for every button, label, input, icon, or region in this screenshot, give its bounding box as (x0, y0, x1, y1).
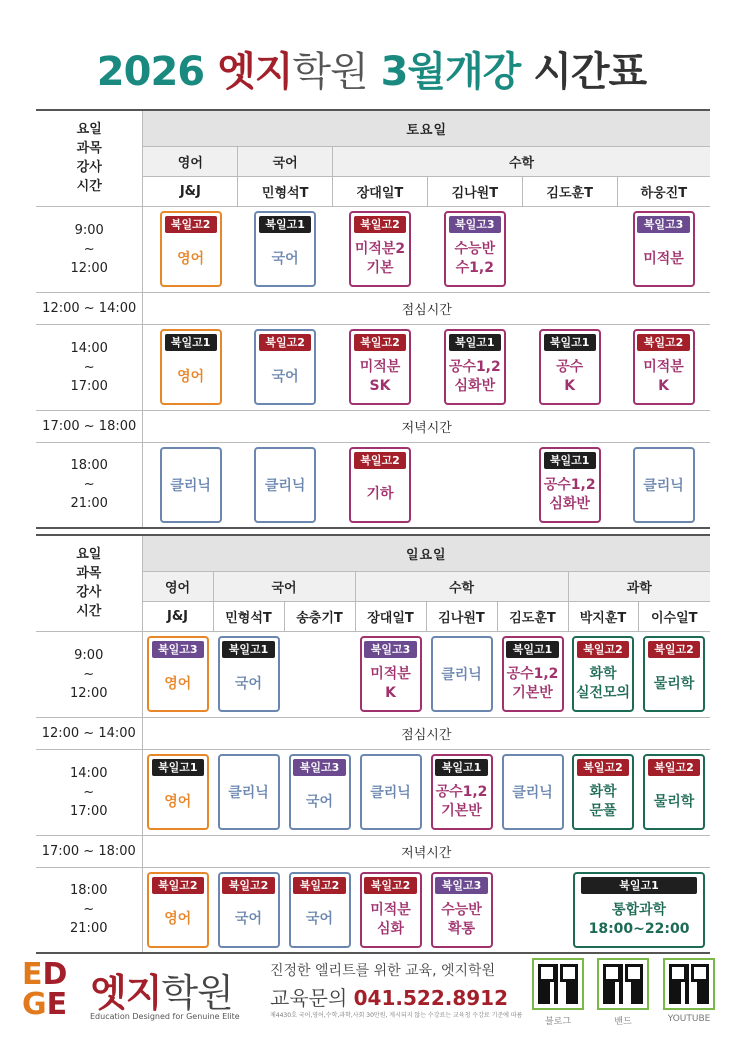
class-card[interactable] (218, 754, 280, 830)
class-card[interactable] (572, 636, 634, 712)
schedule-cell (638, 749, 710, 835)
class-card[interactable] (254, 329, 316, 405)
time-label: ~ (83, 359, 95, 375)
grade-badge: 북일고2 (637, 334, 689, 351)
class-card[interactable] (539, 447, 601, 523)
corner-label: 강사 (76, 585, 102, 601)
subject-header: 수학 (333, 146, 710, 176)
day-title: 일요일 (142, 535, 710, 571)
schedule-cell (213, 867, 284, 953)
class-card[interactable] (431, 636, 493, 712)
grade-badge: 북일고3 (435, 877, 487, 894)
class-name: 공수 K (556, 359, 584, 394)
time-label: ~ (83, 241, 95, 257)
break-row (36, 717, 710, 749)
schedule-cell (638, 631, 710, 717)
class-card[interactable] (360, 872, 422, 948)
break-row (36, 292, 710, 324)
schedule-cell (427, 206, 522, 292)
day-title: 토요일 (143, 110, 710, 146)
teacher-header: 민형석T (213, 601, 284, 631)
time-label: ~ (83, 666, 95, 682)
class-name: 미적분 K (370, 666, 411, 701)
corner-label: 강사 (76, 160, 102, 176)
time-slot (36, 324, 143, 410)
subject-header: 영어 (142, 571, 213, 601)
time-label: ~ (83, 477, 95, 493)
blog-qr-code[interactable] (532, 958, 584, 1010)
class-name: 공수1,2 기본반 (506, 666, 559, 701)
class-row (36, 867, 710, 953)
grade-badge: 북일고3 (293, 759, 345, 776)
youtube-qr-code[interactable] (663, 958, 715, 1010)
class-name: 화학 문풀 (589, 784, 617, 819)
title-timetable: 시간표 (533, 49, 647, 95)
grade-badge: 북일고3 (637, 216, 689, 233)
schedule-cell (426, 631, 497, 717)
class-card[interactable] (160, 329, 222, 405)
schedule-cell (568, 631, 638, 717)
teacher-header: 김도훈T (497, 601, 568, 631)
class-card[interactable] (572, 754, 634, 830)
teacher-header: 박지훈T (568, 601, 638, 631)
class-name: 수능반 확통 (441, 901, 482, 937)
class-card[interactable] (633, 447, 695, 523)
class-card[interactable] (502, 754, 564, 830)
class-name: 영어 (177, 368, 205, 385)
subject-header: 국어 (238, 146, 333, 176)
time-label: 21:00 (70, 921, 108, 937)
class-name: 미적분2 기본 (354, 241, 406, 276)
schedule-cell (522, 442, 617, 528)
grade-badge: 북일고2 (354, 452, 406, 469)
time-slot (36, 867, 142, 953)
break-time: 17:00 ~ 18:00 (36, 410, 143, 442)
band-qr-code[interactable] (597, 958, 649, 1010)
class-name: 미적분 심화 (370, 901, 411, 937)
schedule-cell (333, 442, 428, 528)
time-label: 18:00 (70, 883, 108, 899)
title-month: 3월개강 (380, 49, 521, 95)
schedule-cell (142, 749, 213, 835)
saturday-schedule (36, 109, 710, 529)
class-card[interactable] (360, 636, 422, 712)
time-label: 17:00 (70, 378, 108, 394)
subject-header: 과학 (568, 571, 710, 601)
class-name: 공수1,2 기본반 (435, 784, 488, 819)
time-label: 17:00 (70, 803, 108, 819)
schedule-cell (497, 631, 568, 717)
corner-label: 시간 (76, 604, 102, 620)
teacher-header: 하웅진T (617, 176, 710, 206)
day-header-row (36, 110, 710, 146)
grade-badge: 북일고3 (364, 641, 416, 658)
class-name: 미적분 SK (359, 359, 401, 394)
class-card[interactable] (349, 329, 411, 405)
class-name: 공수1,2 심화반 (448, 359, 501, 394)
class-card[interactable] (254, 211, 316, 287)
time-label: 12:00 (70, 260, 108, 276)
class-card[interactable] (573, 872, 705, 948)
class-card[interactable] (431, 754, 493, 830)
corner-label: 과목 (76, 141, 102, 157)
break-time: 17:00 ~ 18:00 (36, 835, 142, 867)
corner-label: 요일 (76, 547, 102, 563)
class-card[interactable] (147, 754, 209, 830)
grade-badge: 북일고1 (222, 641, 274, 658)
class-card[interactable] (539, 329, 601, 405)
class-card[interactable] (360, 754, 422, 830)
class-row (36, 631, 710, 717)
class-row (36, 749, 710, 835)
grade-badge: 북일고2 (354, 216, 406, 233)
corner-header (36, 535, 142, 631)
time-label: 12:00 (70, 685, 108, 701)
time-label: 9:00 (74, 222, 104, 238)
grade-badge: 북일고2 (364, 877, 416, 894)
teacher-header: 김도훈T (522, 176, 617, 206)
schedule-cell (333, 324, 428, 410)
time-label: 14:00 (70, 340, 108, 356)
class-row (36, 442, 710, 528)
class-card[interactable] (643, 754, 705, 830)
class-card[interactable] (254, 447, 316, 523)
class-row (36, 324, 710, 410)
grade-badge: 북일고2 (259, 334, 311, 351)
break-label: 점심시간 (143, 292, 710, 324)
subject-header: 영어 (143, 146, 238, 176)
time-label: ~ (83, 902, 95, 918)
subject-header: 수학 (355, 571, 568, 601)
footer (20, 958, 723, 1038)
schedule-cell (143, 442, 238, 528)
schedule-cell (355, 749, 426, 835)
class-card[interactable] (160, 447, 222, 523)
class-name: 통합과학 18:00~22:00 (588, 901, 690, 937)
subject-header: 국어 (213, 571, 355, 601)
class-name: 국어 (271, 250, 299, 267)
class-card[interactable] (444, 211, 506, 287)
break-row (36, 410, 710, 442)
logo-mark: ED GE (22, 957, 68, 1022)
corner-header (36, 110, 143, 206)
schedule-cell (497, 867, 568, 953)
class-name: 기하 (366, 486, 394, 503)
grade-badge: 북일고2 (152, 877, 204, 894)
corner-label: 요일 (76, 122, 102, 138)
schedule-cell (284, 867, 355, 953)
break-time: 12:00 ~ 14:00 (36, 292, 143, 324)
class-name: 국어 (234, 675, 263, 692)
title-year: 2026 (96, 49, 205, 95)
schedule-cell (213, 749, 284, 835)
phone-number: 041.522.8912 (353, 986, 508, 1010)
class-name: 물리학 (653, 793, 695, 810)
class-card[interactable] (444, 329, 506, 405)
class-name: 클리닉 (170, 477, 211, 494)
class-name: 클리닉 (264, 477, 306, 494)
break-label: 점심시간 (142, 717, 710, 749)
schedule-cell (522, 206, 617, 292)
class-name: 국어 (305, 793, 334, 810)
teacher-header: 김나원T (427, 176, 522, 206)
time-slot (36, 749, 142, 835)
sunday-schedule (36, 534, 710, 954)
grade-badge: 북일고2 (648, 641, 700, 658)
schedule-cell (426, 867, 497, 953)
schedule-cell (284, 631, 355, 717)
grade-badge: 북일고2 (577, 641, 629, 658)
schedule-cell (427, 324, 522, 410)
time-slot (36, 206, 143, 292)
grade-badge: 북일고1 (506, 641, 558, 658)
class-card[interactable] (218, 636, 280, 712)
class-card[interactable] (147, 636, 209, 712)
class-name: 미적분 K (643, 359, 684, 394)
break-label: 저녁시간 (143, 410, 710, 442)
schedule-cell (284, 749, 355, 835)
page-title (0, 40, 743, 97)
class-card[interactable] (349, 211, 411, 287)
contact-label: 교육문의 (270, 986, 348, 1010)
academy-logo (20, 957, 260, 1030)
grade-badge: 북일고3 (152, 641, 204, 658)
schedule-cell (238, 206, 333, 292)
class-name: 미적분 (643, 250, 684, 267)
time-label: ~ (83, 784, 95, 800)
class-name: 영어 (164, 793, 192, 810)
schedule-cell (238, 442, 333, 528)
class-name: 국어 (305, 911, 334, 928)
grade-badge: 북일고1 (449, 334, 501, 351)
class-card[interactable] (633, 329, 695, 405)
schedule-cell (355, 631, 426, 717)
time-label: 9:00 (74, 647, 104, 663)
fine-print: 제4430호 국어,영어,수학,과학,사회 30만원, 게시되지 않는 수강료는 교육청 수강료 기준에 따름 (270, 1012, 523, 1019)
class-card[interactable] (431, 872, 493, 948)
class-card[interactable] (349, 447, 411, 523)
teacher-header: 장대일T (355, 601, 426, 631)
teacher-header: 장대일T (333, 176, 428, 206)
class-name: 수능반 수1,2 (454, 241, 496, 276)
grade-badge: 북일고1 (544, 334, 596, 351)
grade-badge: 북일고1 (435, 759, 487, 776)
grade-badge: 북일고2 (354, 334, 406, 351)
schedule-cell (497, 749, 568, 835)
schedule-cell (238, 324, 333, 410)
class-name: 영어 (164, 675, 192, 692)
class-name: 국어 (234, 911, 263, 928)
blog-qr-label: 블로그 (544, 1017, 572, 1027)
schedule-cell (426, 749, 497, 835)
schedule-cell (427, 442, 522, 528)
class-card[interactable] (289, 872, 351, 948)
class-card[interactable] (289, 754, 351, 830)
class-card[interactable] (502, 636, 564, 712)
schedule-cell (143, 324, 238, 410)
class-card[interactable] (160, 211, 222, 287)
grade-badge: 북일고1 (152, 759, 204, 776)
class-card[interactable] (218, 872, 280, 948)
schedule-cell (522, 324, 617, 410)
schedule-cell (333, 206, 428, 292)
grade-badge: 북일고1 (259, 216, 311, 233)
schedule-cell (617, 442, 710, 528)
logo-name: 엣지학원 (90, 971, 233, 1015)
grade-badge: 북일고3 (449, 216, 501, 233)
class-name: 영어 (177, 250, 205, 267)
grade-badge: 북일고2 (577, 759, 629, 776)
schedule-cell (213, 631, 284, 717)
class-row (36, 206, 710, 292)
youtube-qr-label: YOUTUBE (667, 1014, 711, 1024)
class-card[interactable] (633, 211, 695, 287)
teacher-header: 송충기T (284, 601, 355, 631)
class-name: 클리닉 (228, 785, 269, 801)
class-name: 클리닉 (512, 785, 553, 801)
time-slot (36, 442, 143, 528)
class-name: 화학 실전모의 (575, 666, 631, 701)
grade-badge: 북일고2 (165, 216, 217, 233)
class-name: 물리학 (653, 675, 695, 692)
schedule-cell (355, 867, 426, 953)
title-academy2: 학원 (292, 49, 368, 95)
class-card[interactable] (147, 872, 209, 948)
schedule-cell (617, 206, 710, 292)
teacher-header: 김나원T (426, 601, 497, 631)
teacher-header: J&J (142, 601, 213, 631)
day-header-row (36, 535, 710, 571)
teacher-header: 이수일T (638, 601, 710, 631)
grade-badge: 북일고2 (293, 877, 345, 894)
class-name: 영어 (164, 911, 192, 928)
title-academy: 엣지 (217, 49, 293, 95)
time-label: 18:00 (70, 458, 108, 474)
break-row (36, 835, 710, 867)
schedule-cell (142, 631, 213, 717)
teacher-header: J&J (143, 176, 238, 206)
grade-badge: 북일고1 (581, 877, 696, 894)
band-qr-label: 밴드 (614, 1017, 632, 1027)
contact (270, 982, 508, 1011)
schedule-cell (142, 867, 213, 953)
corner-label: 시간 (76, 179, 102, 195)
corner-label: 과목 (76, 566, 102, 582)
time-label: 21:00 (70, 496, 108, 512)
teacher-header: 민형석T (238, 176, 333, 206)
time-slot (36, 631, 142, 717)
time-label: 14:00 (70, 765, 108, 781)
class-name: 클리닉 (370, 785, 411, 801)
schedule-cell (143, 206, 238, 292)
class-name: 클리닉 (441, 667, 482, 683)
class-card[interactable] (643, 636, 705, 712)
grade-badge: 북일고2 (222, 877, 274, 894)
class-name: 클리닉 (643, 477, 684, 494)
schedule-cell (568, 867, 710, 953)
slogan: 진정한 엘리트를 위한 교육, 엣지학원 (270, 963, 496, 979)
grade-badge: 북일고1 (165, 334, 217, 351)
grade-badge: 북일고2 (648, 759, 700, 776)
break-time: 12:00 ~ 14:00 (36, 717, 142, 749)
schedule-cell (568, 749, 638, 835)
grade-badge: 북일고1 (544, 452, 596, 469)
class-name: 공수1,2 심화반 (543, 476, 596, 512)
schedule-cell (617, 324, 710, 410)
break-label: 저녁시간 (142, 835, 710, 867)
class-name: 국어 (271, 368, 299, 385)
logo-subtitle: Education Designed for Genuine Elite (90, 1012, 240, 1021)
